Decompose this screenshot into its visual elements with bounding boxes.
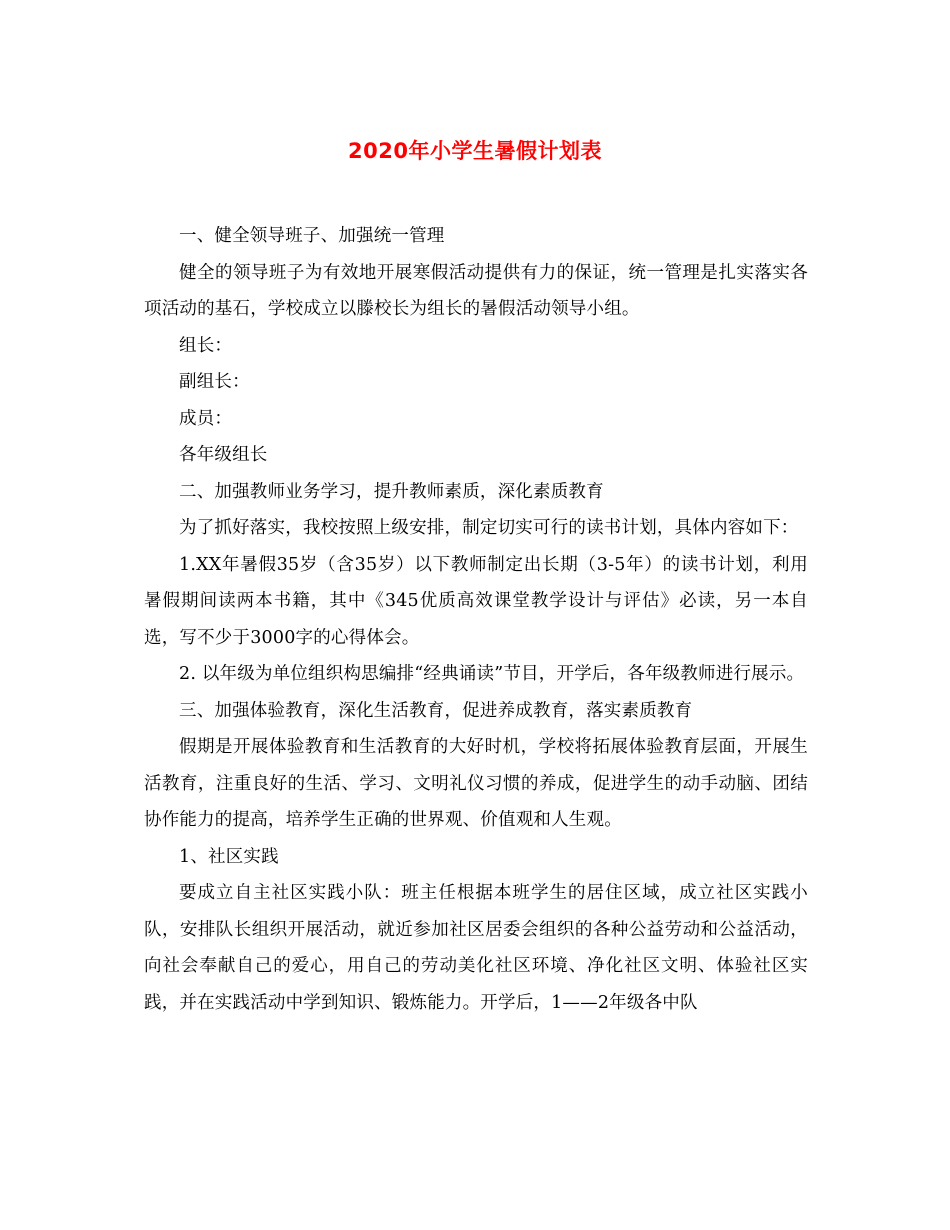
- list-item-members: 成员：: [179, 408, 233, 429]
- section-heading-1: 一、健全领导班子、加强统一管理: [179, 226, 445, 246]
- section-heading-3: 三、加强体验教育，深化生活教育，促进养成教育，落实素质教育: [179, 700, 693, 721]
- section-heading-2: 二、加强教师业务学习，提升教师素质，深化素质教育: [179, 481, 604, 502]
- document-body: [144, 218, 808, 1021]
- list-item-leader: 组长：: [179, 335, 233, 356]
- paragraph: 2. 以年级为单位组织构思编排“经典诵读”节目，开学后，各年级教师进行展示。: [179, 664, 805, 684]
- list-item-deputy-leader: 副组长：: [179, 372, 250, 392]
- subsection-heading-community: 1、社区实践: [179, 846, 279, 867]
- paragraph: 要成立自主社区实践小队：班主任根据本班学生的居住区域，成立社区实践小队，安排队长组织开展活动，就近参加社区居委会组织的各种公益劳动和公益活动，向社会奉献自己的爱心，用自己的劳动美化社区环境、净化社区文明、体验社区实践，并在实践活动中学到知识、锻炼能力。开学后，1——2年级各中队: [144, 883, 808, 1013]
- paragraph: 为了抓好落实，我校按照上级安排，制定切实可行的读书计划，具体内容如下：: [179, 518, 799, 538]
- paragraph: 假期是开展体验教育和生活教育的大好时机，学校将拓展体验教育层面，开展生活教育，注重良好的生活、学习、文明礼仪习惯的养成，促进学生的动手动脑、团结协作能力的提高，培养学生正确的世界观、价值观和人生观。: [144, 737, 808, 830]
- document-title: 2020年小学生暑假计划表: [348, 139, 602, 163]
- paragraph: 1.XX年暑假35岁（含35岁）以下教师制定出长期（3-5年）的读书计划，利用暑假期间读两本书籍，其中《345优质高效课堂教学设计与评估》必读，另一本自选，写不少于3000字的心得体会。: [144, 554, 808, 648]
- list-item-grade-leaders: 各年级组长: [179, 445, 268, 465]
- paragraph: 健全的领导班子为有效地开展寒假活动提供有力的保证，统一管理是扎实落实各项活动的基石，学校成立以滕校长为组长的暑假活动领导小组。: [144, 262, 808, 319]
